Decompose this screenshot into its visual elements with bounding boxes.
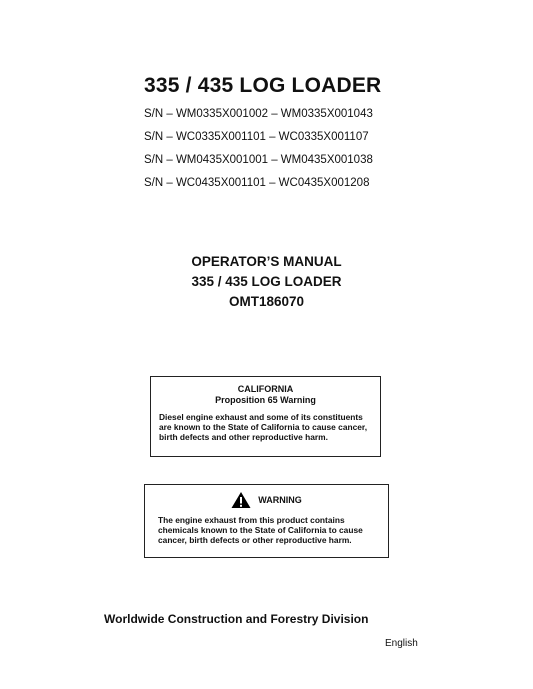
page-title: 335 / 435 LOG LOADER xyxy=(144,74,382,97)
manual-heading xyxy=(0,252,533,312)
language-label: English xyxy=(385,638,418,649)
california-line: birth defects and other reproductive harm. xyxy=(159,432,328,442)
proposition-heading: Proposition 65 Warning xyxy=(215,395,316,405)
warning-label: WARNING xyxy=(258,495,302,505)
serial-number-range: S/N – WM0435X001001 – WM0435X001038 xyxy=(144,154,373,166)
warning-line: The engine exhaust from this product contains xyxy=(158,515,345,525)
manual-model: 335 / 435 LOG LOADER xyxy=(191,274,342,289)
california-line: are known to the State of California to cause cancer, xyxy=(159,422,368,432)
division-name: Worldwide Construction and Forestry Division xyxy=(104,612,369,626)
manual-type: OPERATOR’S MANUAL xyxy=(191,254,342,269)
serial-number-range: S/N – WM0335X001002 – WM0335X001043 xyxy=(144,108,373,120)
california-warning-text xyxy=(159,412,380,442)
warning-triangle-icon xyxy=(231,491,251,509)
exhaust-warning-text xyxy=(158,515,388,545)
engine-exhaust-warning-box xyxy=(144,484,389,558)
warning-header xyxy=(145,491,388,509)
warning-line: cancer, birth defects or other reproductive harm. xyxy=(158,535,352,545)
serial-number-range: S/N – WC0435X001101 – WC0435X001208 xyxy=(144,177,370,189)
manual-number: OMT186070 xyxy=(228,294,305,309)
warning-line: chemicals known to the State of California to cause xyxy=(158,525,363,535)
california-heading: CALIFORNIA xyxy=(237,384,294,394)
california-warning-box xyxy=(150,376,381,457)
serial-number-range: S/N – WC0335X001101 – WC0335X001107 xyxy=(144,131,369,143)
california-line: Diesel engine exhaust and some of its constituents xyxy=(159,412,363,422)
